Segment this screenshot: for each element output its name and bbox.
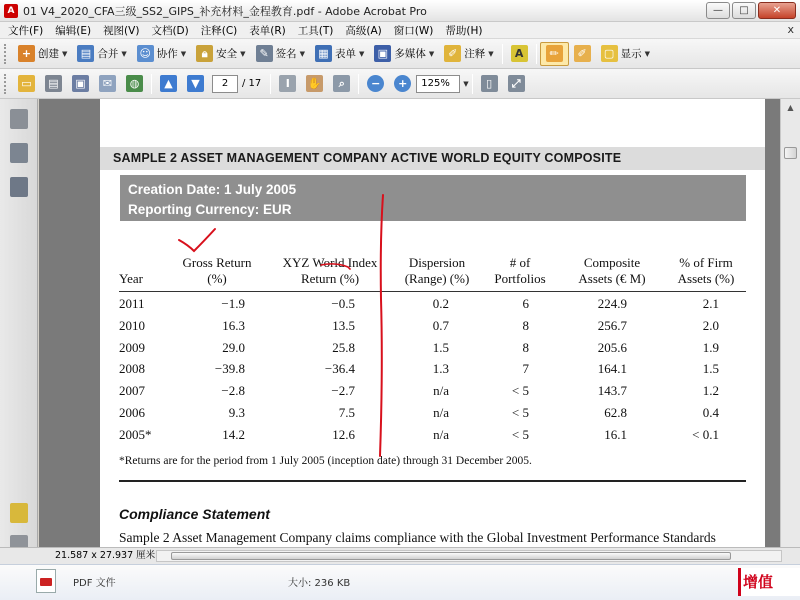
table-cell: 0.2: [432, 296, 449, 311]
table-cell: 224.9: [597, 296, 627, 311]
table-cell: n/a: [433, 383, 449, 399]
table-cell: 16.3: [222, 317, 245, 333]
open-button[interactable]: [13, 72, 40, 96]
header-gross-return: Gross Return (%): [182, 255, 252, 286]
menu-document[interactable]: 文档(D): [151, 24, 189, 37]
forms-label: 表单: [334, 48, 356, 60]
pdf-page: [100, 99, 765, 547]
create-label: 创建: [38, 48, 59, 60]
film-icon: ▣: [374, 45, 391, 62]
header-portfolios: # of Portfolios: [494, 255, 546, 286]
multimedia-button[interactable]: ▣ 多媒体 ▼: [369, 42, 439, 66]
sample-heading: SAMPLE 2 ASSET MANAGEMENT COMPANY ACTIVE WORLD EQUITY COMPOSITE: [100, 147, 765, 170]
text-cursor-icon: I: [279, 75, 296, 92]
title-bar: [0, 0, 800, 22]
create-button[interactable]: + 创建 ▼: [13, 42, 72, 66]
navigation-toolbar: [0, 69, 800, 99]
chevron-down-icon[interactable]: ▼: [463, 79, 469, 88]
table-cell: 1.2: [702, 383, 719, 399]
table-row: [119, 315, 746, 337]
collaborate-label: 协作: [156, 48, 178, 60]
compliance-title: Compliance Statement: [119, 506, 270, 522]
table-cell: 1.5: [432, 339, 449, 355]
zoom-level-select[interactable]: 125%: [416, 75, 460, 93]
menu-edit[interactable]: 编辑(E): [55, 24, 92, 37]
table-cell: −1.9: [221, 296, 245, 311]
arrow-down-icon: ▼: [187, 75, 204, 92]
arrow-up-icon: ▲: [160, 75, 177, 92]
table-cell: 2009: [119, 339, 145, 355]
comments-panel-icon[interactable]: [10, 503, 28, 523]
menu-file[interactable]: 文件(F): [8, 24, 44, 37]
table-cell: −0.5: [331, 296, 355, 311]
table-cell: 0.7: [432, 317, 449, 333]
horizontal-scroll-thumb[interactable]: [171, 552, 731, 560]
compliance-text: Sample 2 Asset Management Company claims compliance with the Global Investment Performance Standards: [119, 530, 716, 545]
table-row: [119, 358, 746, 380]
collaborate-button[interactable]: ☺ 协作 ▼: [132, 42, 191, 66]
web-button[interactable]: [121, 72, 148, 96]
menu-advanced[interactable]: 高级(A): [345, 24, 382, 37]
table-cell: 2008: [119, 361, 145, 377]
comment-icon: ✐: [444, 45, 461, 62]
zoom-in-icon: +: [394, 75, 411, 92]
creation-date: Creation Date: 1 July 2005: [128, 182, 297, 197]
table-row: [119, 424, 746, 446]
fit-width-button[interactable]: [503, 72, 530, 96]
page-number-input[interactable]: 2: [212, 75, 238, 93]
reporting-currency: Reporting Currency: EUR: [128, 202, 292, 217]
table-cell: < 5: [511, 426, 529, 442]
forms-button[interactable]: ▦ 表单 ▼: [310, 42, 369, 66]
menu-tools[interactable]: 工具(T): [297, 24, 334, 37]
table-cell: 25.8: [332, 339, 355, 355]
sign-label: 签名: [275, 48, 297, 60]
table-cell: 7.5: [338, 404, 355, 420]
table-cell: 2007: [119, 383, 145, 399]
header-composite-assets: Composite Assets (€ M): [578, 255, 646, 286]
previous-page-button[interactable]: [155, 72, 182, 96]
table-cell: 2010: [119, 317, 145, 333]
window-controls: [706, 2, 796, 19]
hand-tool[interactable]: [301, 72, 328, 96]
table-row: [119, 380, 746, 402]
toolbar-grip[interactable]: [4, 44, 8, 64]
horizontal-scrollbar[interactable]: [156, 550, 782, 562]
file-type-label: PDF 文件: [73, 578, 116, 589]
collaborate-icon: ☺: [137, 45, 154, 62]
create-pdf-icon: +: [18, 45, 35, 62]
table-row: [119, 402, 746, 424]
table-cell: n/a: [433, 404, 449, 420]
table-cell: −2.7: [331, 383, 355, 399]
zoom-tool[interactable]: [328, 72, 355, 96]
table-cell: 12.6: [332, 426, 355, 442]
printer-icon: ▤: [45, 75, 62, 92]
minimize-button[interactable]: —: [706, 2, 730, 19]
zoom-out-icon: −: [367, 75, 384, 92]
menu-view[interactable]: 视图(V): [103, 24, 140, 37]
combine-icon: ▤: [77, 45, 94, 62]
display-comments-icon: ▢: [601, 45, 618, 62]
composite-info-box: [120, 175, 746, 221]
file-size-label: 大小: 236 KB: [288, 578, 351, 589]
eraser-tool-button[interactable]: [569, 42, 596, 66]
table-cell: 8: [522, 339, 529, 355]
menu-window[interactable]: 窗口(W): [393, 24, 434, 37]
email-button[interactable]: [94, 72, 121, 96]
table-cell: < 5: [511, 383, 529, 399]
zoom-in-button[interactable]: [389, 72, 416, 96]
fit-page-icon: ▯: [481, 75, 498, 92]
document-viewport[interactable]: [39, 99, 780, 547]
table-cell: 16.1: [604, 426, 627, 442]
acrobat-app-icon: A: [4, 4, 18, 18]
scroll-up-arrow-icon[interactable]: ▲: [787, 103, 794, 112]
close-button[interactable]: ✕: [758, 2, 796, 19]
comment-button[interactable]: ✐ 注释 ▼: [439, 42, 498, 66]
table-cell: 2.0: [702, 317, 719, 333]
fit-width-icon: ⤢: [508, 75, 525, 92]
signatures-panel-icon[interactable]: [10, 177, 28, 197]
window-title: 01 V4_2020_CFA三级_SS2_GIPS_补充材料_金程教育.pdf - Adobe Acrobat Pro: [23, 4, 427, 18]
secure-button[interactable]: 🔒︎ 安全 ▼: [191, 42, 250, 66]
table-row: [119, 337, 746, 359]
header-year: Year: [119, 271, 143, 286]
header-rule: [119, 291, 746, 292]
secure-label: 安全: [216, 48, 238, 60]
table-cell: 6: [522, 296, 529, 311]
table-cell: 29.0: [222, 339, 245, 355]
toolbar-grip[interactable]: [4, 74, 8, 94]
table-cell: 1.3: [432, 361, 449, 377]
menu-bar: [0, 22, 800, 39]
checkmark-annotation: [179, 229, 215, 251]
magnifier-icon: ⌕: [333, 75, 350, 92]
select-text-tool[interactable]: [274, 72, 301, 96]
form-icon: ▦: [315, 45, 332, 62]
table-cell: < 5: [511, 404, 529, 420]
maximize-button[interactable]: □: [732, 2, 756, 19]
combine-label: 合并: [97, 48, 119, 60]
navigation-panel: [0, 99, 38, 547]
composite-performance-table: [119, 249, 746, 446]
table-cell: −2.8: [221, 383, 245, 399]
pdf-file-icon: [36, 569, 56, 593]
table-cell: 2.1: [702, 296, 719, 311]
zoom-out-button[interactable]: [362, 72, 389, 96]
brand-logo: 增值: [738, 568, 800, 596]
save-icon: ▣: [72, 75, 89, 92]
page-size-readout: 21.587 x 27.937 厘米: [55, 550, 156, 561]
table-bottom-rule: [119, 480, 746, 482]
display-button[interactable]: ▢ 显示 ▼: [596, 42, 655, 66]
table-cell: 164.1: [597, 361, 627, 377]
pages-panel-icon[interactable]: [10, 109, 28, 129]
next-page-button[interactable]: [182, 72, 209, 96]
table-cell: 205.6: [597, 339, 627, 355]
table-cell: 1.9: [702, 339, 719, 355]
multimedia-label: 多媒体: [394, 48, 426, 60]
sign-button[interactable]: ✎ 签名 ▼: [251, 42, 310, 66]
display-label: 显示: [620, 48, 642, 60]
header-firm-assets: % of Firm Assets (%): [677, 255, 735, 286]
table-cell: 62.8: [604, 404, 627, 420]
eraser-icon: ✐: [574, 45, 591, 62]
status-bar: [0, 547, 800, 564]
table-cell: 1.5: [702, 361, 719, 377]
folder-icon: ▭: [18, 75, 35, 92]
combine-button[interactable]: ▤ 合并 ▼: [72, 42, 131, 66]
envelope-icon: ✉: [99, 75, 116, 92]
table-cell: 7: [522, 361, 529, 377]
explorer-details-pane: [0, 564, 800, 600]
save-button[interactable]: [67, 72, 94, 96]
table-cell: 143.7: [597, 383, 627, 399]
menu-comments[interactable]: 注释(C): [200, 24, 238, 37]
vertical-scrollbar[interactable]: [780, 99, 800, 547]
table-cell: −39.8: [214, 361, 245, 377]
table-cell: 14.2: [222, 426, 245, 442]
lock-icon: 🔒︎: [196, 45, 213, 62]
table-footnote: *Returns are for the period from 1 July 2005 (inception date) through 31 December 2005.: [119, 455, 532, 467]
table-cell: 8: [522, 317, 529, 333]
print-button[interactable]: [40, 72, 67, 96]
table-cell: 2005*: [119, 426, 152, 442]
table-cell: −36.4: [324, 361, 355, 377]
vertical-scroll-thumb[interactable]: [784, 147, 797, 159]
bookmarks-panel-icon[interactable]: [10, 143, 28, 163]
table-cell: 2011: [119, 296, 145, 311]
header-dispersion: Dispersion (Range) (%): [404, 255, 470, 286]
close-document-icon[interactable]: x: [787, 23, 794, 36]
table-cell: 256.7: [597, 317, 627, 333]
page-total: / 17: [242, 78, 262, 89]
table-cell: 0.4: [702, 404, 719, 420]
header-index-return: XYZ World Index Return (%): [282, 255, 378, 286]
table-cell: 9.3: [228, 404, 245, 420]
table-body: [119, 291, 746, 446]
menu-help[interactable]: 帮助(H): [445, 24, 483, 37]
pencil-icon: ✏: [546, 45, 563, 62]
task-toolbar: [0, 39, 800, 69]
table-row: [119, 293, 746, 315]
comment-label: 注释: [464, 48, 486, 60]
table-cell: n/a: [433, 426, 449, 442]
globe-icon: ◍: [126, 75, 143, 92]
table-cell: 13.5: [332, 317, 355, 333]
table-header: [119, 249, 746, 291]
pen-sign-icon: ✎: [256, 45, 273, 62]
table-cell: < 0.1: [692, 426, 719, 442]
highlight-tool-button[interactable]: [506, 42, 533, 66]
highlight-icon: A: [511, 45, 528, 62]
pencil-tool-button[interactable]: [540, 42, 569, 66]
hand-icon: ✋: [307, 77, 322, 90]
table-cell: 2006: [119, 404, 145, 420]
menu-forms[interactable]: 表单(R): [249, 24, 286, 37]
fit-page-button[interactable]: [476, 72, 503, 96]
